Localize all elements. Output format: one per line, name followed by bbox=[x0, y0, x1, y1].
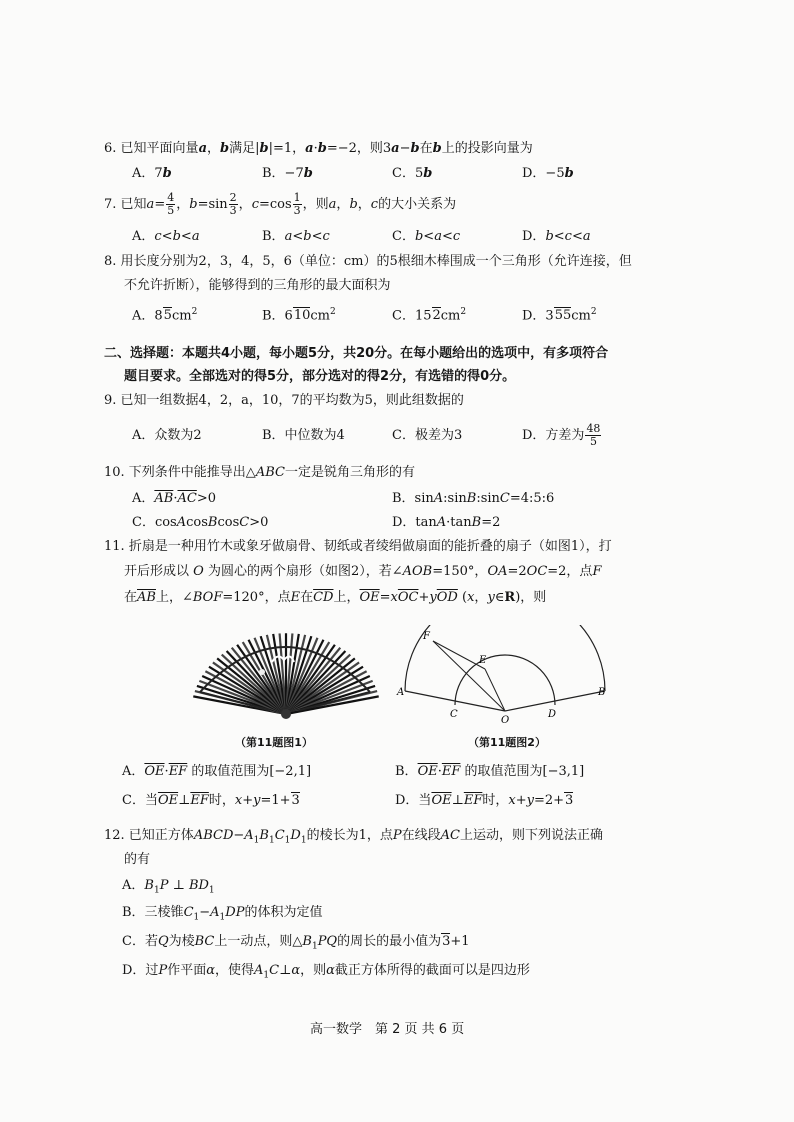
q7-option-c[interactable]: C．b<a<c bbox=[392, 229, 461, 244]
q8-option-a[interactable]: A．$85cm^2$ bbox=[132, 307, 198, 324]
q11-option-c[interactable]: C．当$\overline{OE}\perp\overline{EF}$时，x+y=1+3 bbox=[122, 793, 300, 808]
section2-heading: 二、选择题：本题共4小题，每小题5分，共20分。在每小题给出的选项中，有多项符合 bbox=[104, 346, 609, 361]
q6-stem: 6. 已知平面向量a，b满足|b|=1，a·b=−2，则3a−b在b上的投影向量为 bbox=[104, 141, 533, 156]
q11-option-b[interactable]: B．$\overline{OE}\cdot\overline{EF}$ 的取值范围为[−3,1] bbox=[395, 764, 585, 779]
q6-number: 6. bbox=[104, 141, 117, 156]
fig2-sector-diagram bbox=[395, 625, 615, 725]
q12-stem-line2: 的有 bbox=[124, 852, 151, 867]
fig2-label-a: A bbox=[397, 687, 405, 698]
q6-option-c[interactable]: C．5b bbox=[392, 166, 433, 181]
q12-option-d[interactable]: D．过P作平面α，使得$A_1C\perp\alpha$，则α截正方体所得的截面可以是四边形 bbox=[122, 963, 530, 981]
q12-stem-line1: 12. 已知正方体$ABCD-A_1B_1C_1D_1$的棱长为1，点P在线段AC上运动，则下列说法正确 bbox=[104, 828, 603, 846]
q12-option-b[interactable]: B．三棱锥$C_1-A_1DP$的体积为定值 bbox=[122, 905, 323, 923]
q7-option-a[interactable]: A．c<b<a bbox=[132, 229, 200, 244]
fig2-label-f: F bbox=[423, 631, 430, 642]
q8-option-c[interactable]: C．$152cm^2$ bbox=[392, 307, 467, 324]
q11-option-a[interactable]: A．$\overline{OE}\cdot\overline{EF}$ 的取值范围为[−2,1] bbox=[122, 764, 312, 779]
q6-option-d[interactable]: D．−5b bbox=[522, 166, 574, 181]
q11-stem-line2: 开后形成以 O 为圆心的两个扇形（如图2），若∠AOB=150°，OA=2OC=2，点F bbox=[124, 564, 602, 579]
fig2-inner-arc bbox=[455, 655, 555, 705]
fig2-caption: （第11题图2） bbox=[468, 736, 546, 749]
page-footer: 高一数学 第 2 页 共 6 页 bbox=[310, 1022, 465, 1037]
q10-option-b[interactable]: B．sinA:sinB:sinC=4:5:6 bbox=[392, 491, 555, 506]
q12-option-a[interactable]: A．$B_1P$ ⊥ $BD_1$ bbox=[122, 878, 215, 896]
q6-option-b[interactable]: B．−7b bbox=[262, 166, 313, 181]
q10-option-a[interactable]: A．$\overline{AB}\cdot\overline{AC}>0$ bbox=[132, 491, 216, 506]
q11-option-d[interactable]: D．当$\overline{OE}\perp\overline{EF}$时，x+y=2+3 bbox=[395, 793, 574, 808]
q7-option-b[interactable]: B．a<b<c bbox=[262, 229, 330, 244]
q9-option-a[interactable]: A．众数为2 bbox=[132, 428, 202, 443]
fig2-label-d: D bbox=[548, 709, 557, 720]
fig2-outer-arc bbox=[405, 625, 605, 691]
q10-stem: 10. 下列条件中能推导出△ABC一定是锐角三角形的有 bbox=[104, 465, 415, 480]
q9-stem: 9. 已知一组数据4，2，a，10，7的平均数为5，则此组数据的 bbox=[104, 393, 464, 408]
q6-option-a[interactable]: A．7b bbox=[132, 166, 172, 181]
q7-stem: 7. 已知a= $\frac{4}{5}$ ，b=sin $\frac{2}{3}$ ，c=cos $\frac{1}{3}$ ，则a，b，c的大小关系为 bbox=[104, 191, 457, 217]
q8-stem-line2: 不允许折断），能够得到的三角形的最大面积为 bbox=[124, 278, 391, 293]
q9-option-b[interactable]: B．中位数为4 bbox=[262, 428, 345, 443]
fig1-folding-fan bbox=[190, 622, 380, 722]
q11-stem-line3: 在$\overline{AB}$上，∠BOF=120°，点E在$\overline{CD}$上，$\overline{OE}=x\overline{OC}+y\overline{OD}$ (x，y∈R)，则 bbox=[124, 590, 547, 605]
fig2-label-c: C bbox=[450, 709, 458, 720]
q9-option-d[interactable]: D．方差为 $\frac{48}{5}$ bbox=[522, 422, 601, 448]
q9-option-c[interactable]: C．极差为3 bbox=[392, 428, 463, 443]
q10-option-d[interactable]: D．tanA·tanB=2 bbox=[392, 515, 501, 530]
fig2-label-o: O bbox=[501, 715, 510, 725]
fig2-label-b: B bbox=[598, 687, 606, 698]
q8-stem-line1: 8. 用长度分别为2，3，4，5，6（单位：cm）的5根细木棒围成一个三角形（允许连接，但 bbox=[104, 254, 632, 269]
q12-option-c[interactable]: C．若Q为棱BC上一动点，则$\triangle B_1PQ$的周长的最小值为3+1 bbox=[122, 934, 470, 952]
fig2-label-e: E bbox=[479, 655, 487, 666]
q8-option-d[interactable]: D．$355cm^2$ bbox=[522, 307, 597, 324]
fig1-caption: （第11题图1） bbox=[235, 736, 313, 749]
q11-stem-line1: 11. 折扇是一种用竹木或象牙做扇骨、韧纸或者绫绢做扇面的能折叠的扇子（如图1），打 bbox=[104, 539, 612, 554]
q8-option-b[interactable]: B．$610cm^2$ bbox=[262, 307, 336, 324]
q10-option-c[interactable]: C．cosAcosBcosC>0 bbox=[132, 515, 269, 530]
q7-option-d[interactable]: D．b<c<a bbox=[522, 229, 591, 244]
section2-heading-line2: 题目要求。全部选对的得5分，部分选对的得2分，有选错的得0分。 bbox=[124, 369, 516, 384]
